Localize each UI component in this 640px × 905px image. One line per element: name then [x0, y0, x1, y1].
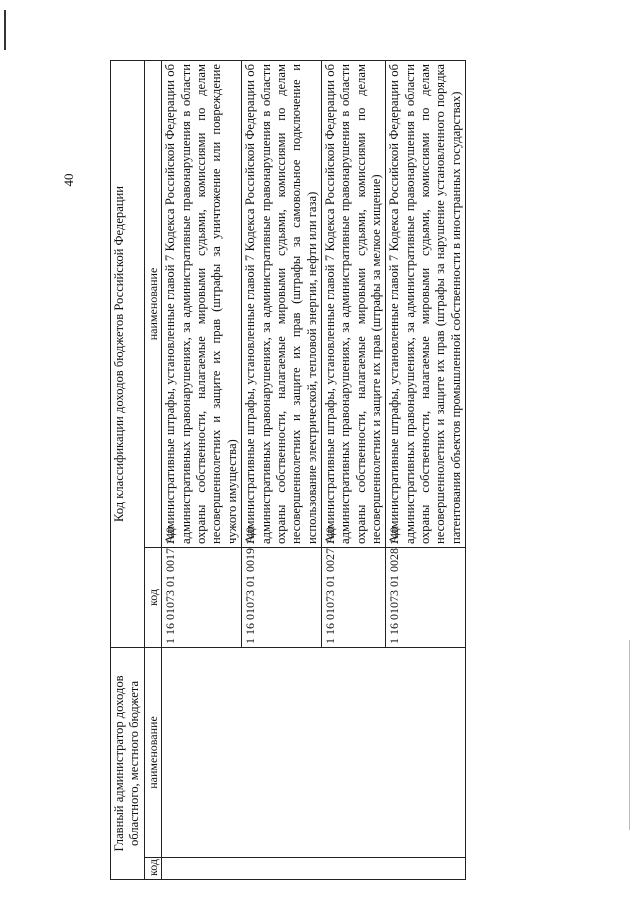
name-header: наименование: [144, 61, 162, 548]
table-row: [162, 61, 242, 880]
revenue-classification-table: [110, 60, 466, 880]
rotated-sheet: [110, 60, 580, 880]
scan-edge-line: [629, 640, 630, 830]
table-header-row-2: [144, 61, 162, 880]
row-name: Административные штрафы, установленные главой 7 Кодекса Российской Федерации об административных правонарушениях, за административные правонарушения в области охраны собственности, налагаемые мировыми судьями, комиссиями по делам несовершеннолетних и защите их прав (штрафы за мелкое хищение): [321, 61, 385, 548]
page-number: 40: [61, 173, 76, 187]
admin-code-header: код: [144, 858, 162, 880]
row-name: Административные штрафы, установленные главой 7 Кодекса Российской Федерации об административных правонарушениях, за административные правонарушения в области охраны собственности, налагаемые мировыми судьями, комиссиями по делам несовершеннолетних и защите их прав (штрафы за нарушение установленного порядка патентования объектов промышленной собственности в иностранных государствах): [386, 61, 466, 548]
scan-edge-mark: [4, 10, 6, 50]
classification-header: Код классификации доходов бюджетов Российской Федерации: [111, 61, 145, 648]
row-name: Административные штрафы, установленные главой 7 Кодекса Российской Федерации об административных правонарушениях, за административные правонарушения в области охраны собственности, налагаемые мировыми судьями, комиссиями по делам несовершеннолетних и защите их прав (штрафы за самовольное подключение и использование электрической, тепловой энергии, нефти или газа): [242, 61, 322, 548]
row-name: Административные штрафы, установленные главой 7 Кодекса Российской Федерации об административных правонарушениях, за административные правонарушения в области охраны собственности, налагаемые мировыми судьями, комиссиями по делам несовершеннолетних и защите их прав (штрафы за уничтожение или повреждение чужого имущества): [162, 61, 242, 548]
admin-code-cell: [162, 858, 466, 880]
row-code: 1 16 01073 01 0017 140: [162, 547, 242, 647]
row-code: 1 16 01073 01 0019 140: [242, 547, 322, 647]
admin-header: Главный администратор доходов областного, местного бюджета: [111, 647, 145, 879]
admin-name-cell: [162, 647, 466, 857]
row-code: 1 16 01073 01 0027 140: [321, 547, 385, 647]
code-header: код: [144, 547, 162, 647]
row-code: 1 16 01073 01 0028 140: [386, 547, 466, 647]
table-header-row-1: [111, 61, 145, 880]
admin-name-header: наименование: [144, 647, 162, 857]
